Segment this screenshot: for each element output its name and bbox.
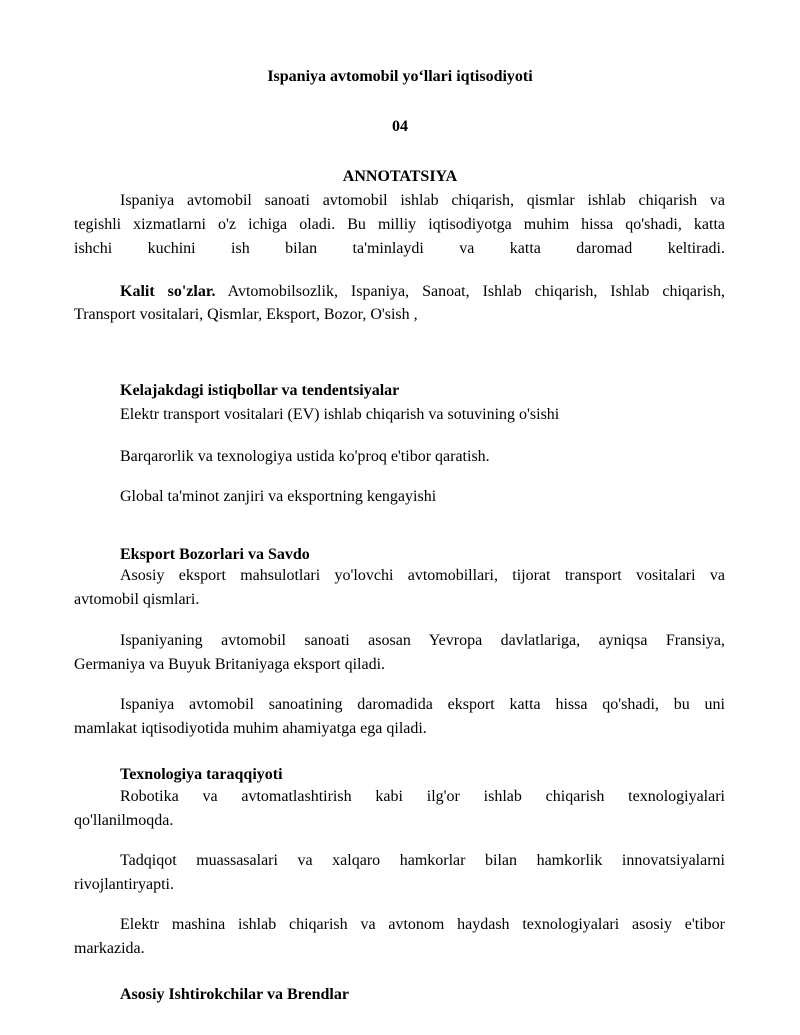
annotation-heading: ANNOTATSIYA [342,168,458,185]
participants-heading: Asosiy Ishtirokchilar va Brendlar [120,986,349,1003]
export-paragraph-line: Germaniya va Buyuk Britaniyaga eksport qiladi. [74,656,386,673]
technology-paragraph-line: rivojlantiryapti. [74,876,174,893]
future-item: Global ta'minot zanjiri va eksportning kengayishi [120,488,437,505]
export-paragraph-line: mamlakat iqtisodiyotida muhim ahamiyatga ega qiladi. [74,720,427,737]
technology-heading: Texnologiya taraqqiyoti [120,766,283,783]
future-item: Barqarorlik va texnologiya ustida ko'proq e'tibor qaratish. [120,448,490,465]
future-heading: Kelajakdagi istiqbollar va tendentsiyalar [120,382,400,399]
export-paragraph-line: Ispaniya avtomobil sanoatining daromadida eksport katta hissa qo'shadi, bu uni [120,696,725,713]
export-paragraph-line: Ispaniyaning avtomobil sanoati asosan Yevropa davlatlariga, ayniqsa Fransiya, [120,632,725,649]
technology-paragraph-line: Robotika va avtomatlashtirish kabi ilg'or ishlab chiqarish texnologiyalari [120,788,725,805]
technology-paragraph-line: Elektr mashina ishlab chiqarish va avtonom haydash texnologiyalari asosiy e'tibor [120,916,725,933]
technology-paragraph-line: Tadqiqot muassasalari va xalqaro hamkorlar bilan hamkorlik innovatsiyalarni [120,852,725,869]
annotation-line: ishchi kuchini ish bilan ta'minlaydi va katta daromad keltiradi. [74,240,725,257]
annotation-line: tegishli xizmatlarni o'z ichiga oladi. Bu milliy iqtisodiyotga muhim hissa qo'shadi, katta [74,216,725,233]
export-heading: Eksport Bozorlari va Savdo [120,546,310,563]
export-paragraph-line: avtomobil qismlari. [74,591,200,608]
annotation-line: Ispaniya avtomobil sanoati avtomobil ishlab chiqarish, qismlar ishlab chiqarish va [120,192,725,209]
document-title: Ispaniya avtomobil yo‘llari iqtisodiyoti [267,68,533,85]
future-item: Elektr transport vositalari (EV) ishlab chiqarish va sotuvining o'sishi [120,406,560,423]
keywords-label: Kalit so'zlar. [120,283,216,300]
document-number: 04 [392,118,408,135]
keywords-text: Avtomobilsozlik, Ispaniya, Sanoat, Ishlab chiqarish, Ishlab chiqarish, [215,283,725,300]
keywords-text-cont: Transport vositalari, Qismlar, Eksport, Bozor, O'sish , [74,306,418,323]
technology-paragraph-line: qo'llanilmoqda. [74,812,174,829]
keywords-paragraph [120,281,725,303]
export-paragraph-line: Asosiy eksport mahsulotlari yo'lovchi avtomobillari, tijorat transport vositalari va [120,567,725,584]
technology-paragraph-line: markazida. [74,940,145,957]
